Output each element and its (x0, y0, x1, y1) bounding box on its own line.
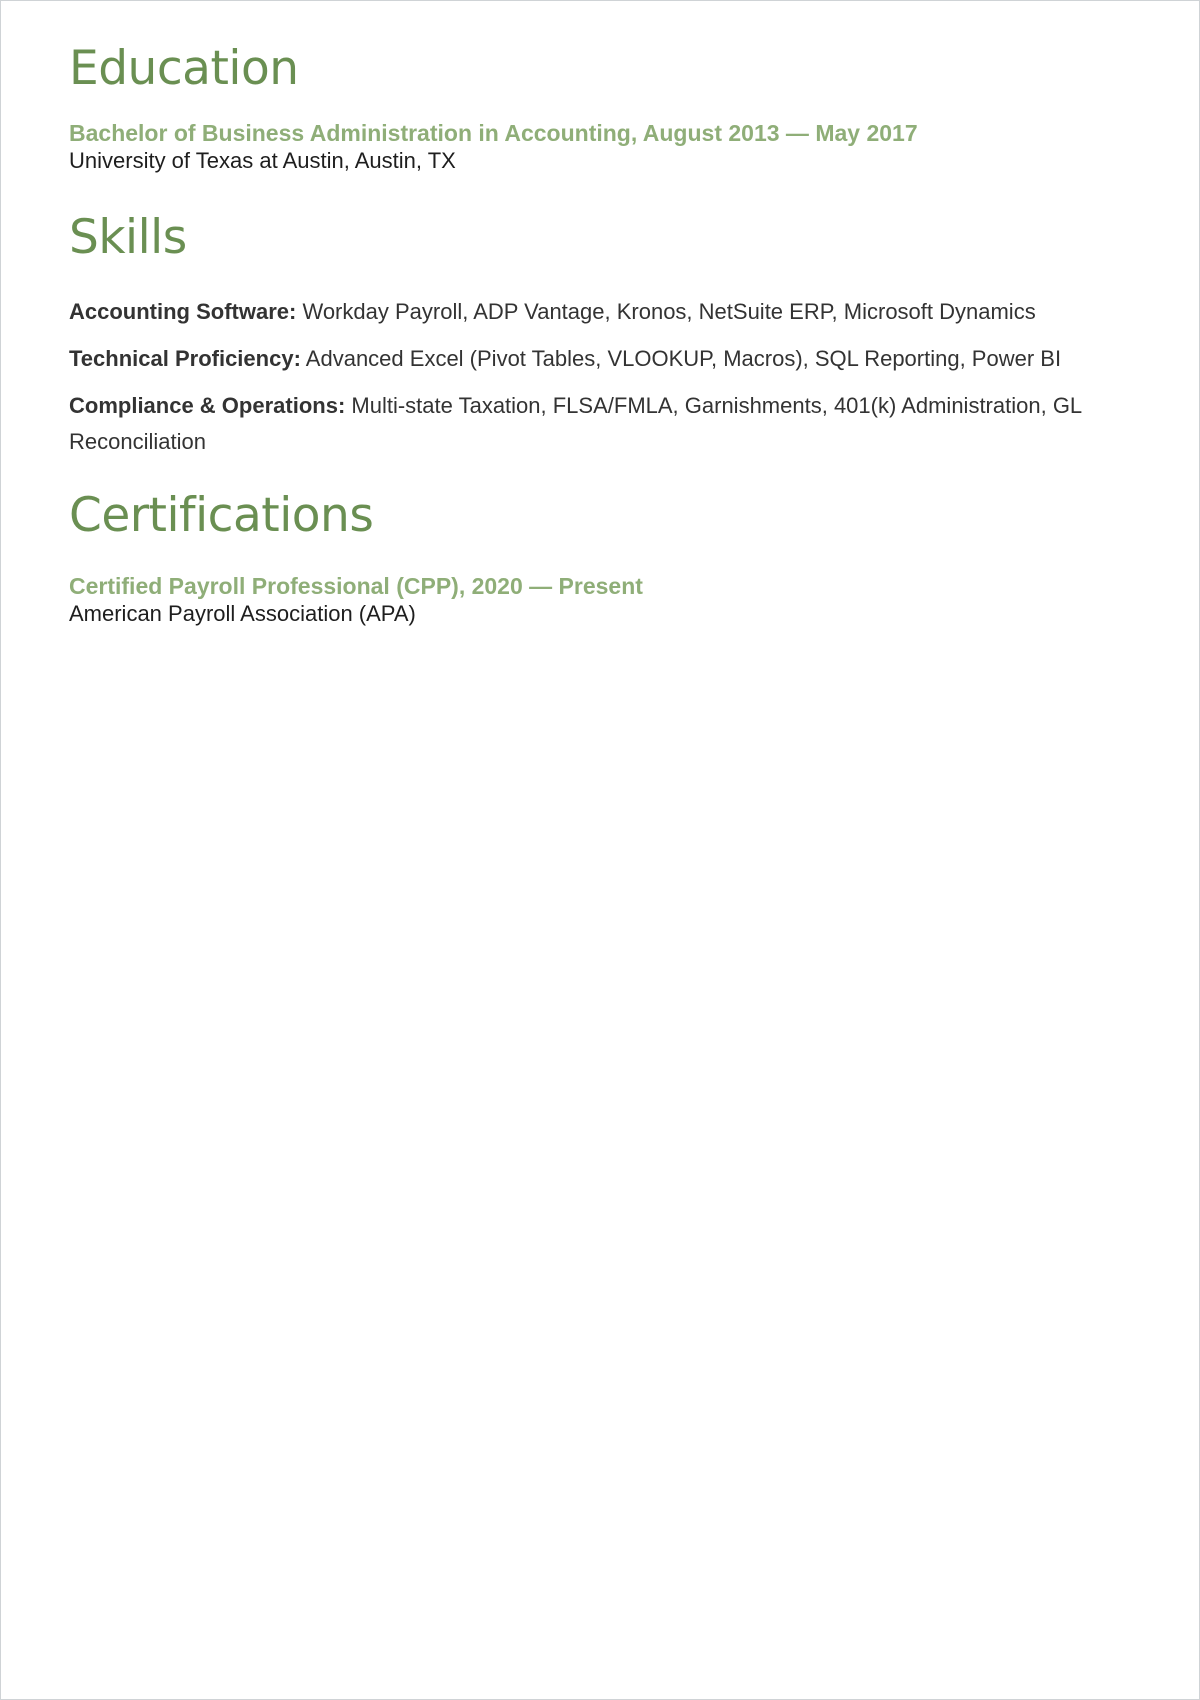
skill-label: Compliance & Operations: (69, 393, 346, 418)
institution-name: University of Texas at Austin, Austin, TX (69, 148, 456, 173)
certifications-heading: Certifications (69, 488, 374, 543)
skill-item-compliance-operations (69, 388, 1129, 460)
certifications-section (69, 486, 1129, 627)
resume-content (69, 39, 1129, 627)
skill-label: Accounting Software: (69, 299, 297, 324)
skill-item-technical-proficiency (69, 341, 1129, 377)
skill-value: Advanced Excel (Pivot Tables, VLOOKUP, Macros), SQL Reporting, Power BI (300, 346, 1062, 371)
skill-value: Multi-state Taxation, FLSA/FMLA, Garnishments, 401(k) Administration, GL Reconciliation (69, 393, 1082, 454)
skills-heading: Skills (69, 210, 187, 265)
skill-label: Technical Proficiency: (69, 346, 301, 371)
skill-item-accounting-software (69, 294, 1129, 330)
certification-entry (69, 572, 1129, 627)
education-heading: Education (69, 41, 299, 96)
skills-list (69, 294, 1129, 460)
certification-title: Certified Payroll Professional (CPP), 2020 — Present (69, 573, 643, 599)
skill-value: Workday Payroll, ADP Vantage, Kronos, NetSuite ERP, Microsoft Dynamics (296, 299, 1036, 324)
skills-section (69, 208, 1129, 460)
certification-issuer: American Payroll Association (APA) (69, 601, 416, 626)
degree-title: Bachelor of Business Administration in Accounting, August 2013 — May 2017 (69, 120, 918, 146)
education-entry (69, 119, 1129, 174)
education-section (69, 39, 1129, 174)
